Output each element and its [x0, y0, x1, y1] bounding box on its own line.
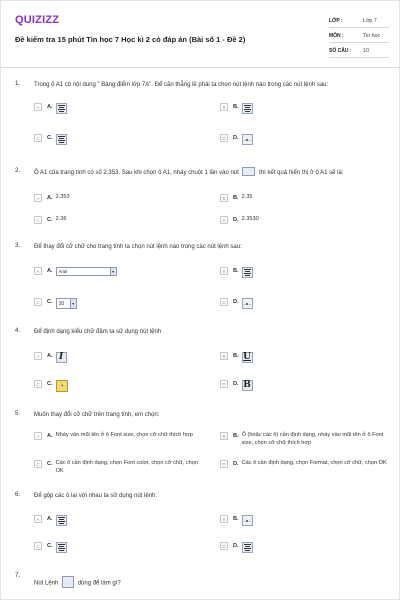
option-box[interactable]: B [220, 515, 228, 523]
option-box[interactable]: D [220, 134, 228, 142]
combo-value: Arial [58, 269, 67, 274]
font-size-combo [56, 298, 77, 309]
option-box[interactable]: D [220, 460, 228, 468]
option-letter: D. [233, 299, 239, 305]
meta-value: Tin học [363, 33, 381, 39]
option-text: Nháy vào mũi tên ở ô Font size, chọn cỡ chữ thích hợp [55, 432, 193, 438]
option-letter: D. [233, 381, 239, 387]
option-letter: A. [47, 195, 53, 201]
option-letter: C. [47, 543, 53, 549]
option-letter: A. [47, 516, 53, 522]
align-right-icon [56, 134, 67, 145]
question-text: Để thay đổi cỡ chữ cho trang tính ta chọn nút lệnh nào trong các nút lệnh sau: [34, 244, 242, 250]
option-box[interactable]: C [34, 298, 42, 306]
font-name-combo [56, 267, 117, 276]
option-box[interactable]: C [34, 542, 42, 550]
option-box[interactable]: D [220, 380, 228, 388]
header-divider [1, 67, 400, 68]
option-letter: B. [233, 268, 239, 274]
option-box[interactable]: A [34, 103, 42, 111]
meta-label: SỐ CÂU : [329, 48, 352, 54]
meta-label: MÔN : [329, 33, 344, 39]
bold-icon: B [243, 380, 251, 390]
option-box[interactable]: D [220, 216, 228, 224]
option-text: 2.353 [55, 194, 70, 200]
option-text: 2.35 [241, 194, 253, 200]
option-text: Các ô cần định dạng, chọn Format, chọn cỡ chữ, chọn OK [241, 460, 387, 466]
question-text: Để gộp các ô lại với nhau ta sử dụng nút lệnh: [34, 493, 158, 499]
sort-icon [62, 576, 74, 588]
option-b[interactable] [220, 515, 253, 526]
option-b[interactable] [220, 352, 253, 363]
meta-panel [329, 15, 389, 60]
question-number: 6. [15, 492, 21, 498]
option-letter: D. [233, 217, 239, 223]
option-box[interactable]: A [34, 432, 42, 440]
align-right-icon [242, 542, 253, 553]
chevron-down-icon: ▾ [70, 299, 76, 308]
option-b[interactable] [220, 194, 252, 202]
chevron-down-icon: ▾ [110, 268, 116, 275]
meta-row-class [329, 15, 389, 28]
option-b[interactable] [220, 432, 395, 447]
option-letter: C. [47, 381, 53, 387]
option-a[interactable] [34, 352, 67, 363]
option-letter: C. [47, 135, 53, 141]
option-letter: D. [233, 461, 239, 467]
option-box[interactable]: C [34, 380, 42, 388]
option-c[interactable] [34, 134, 67, 145]
option-letter: B. [233, 104, 239, 110]
question-text: Muốn thay đổi cỡ chữ trên trang tính, em chọn: [34, 412, 160, 418]
align-center-icon [56, 542, 67, 553]
question-text-after: thì kết quả hiển thị ở ô A1 sẽ là: [259, 170, 344, 177]
option-letter: B. [233, 195, 239, 201]
option-box[interactable]: B [220, 352, 228, 360]
question-text [34, 577, 390, 589]
option-a[interactable] [34, 432, 204, 440]
option-text: Các ô cần định dạng, chọn Font color, chọn cỡ chữ, chọn OK [55, 460, 198, 474]
option-letter: C. [47, 217, 53, 223]
option-box[interactable]: B [220, 267, 228, 275]
option-letter: A. [47, 104, 53, 110]
option-letter: D. [233, 135, 239, 141]
option-a[interactable] [34, 194, 70, 202]
option-box[interactable]: A [34, 194, 42, 202]
align-left-icon [56, 515, 67, 526]
option-text: 2.36 [55, 216, 67, 222]
option-c[interactable] [34, 298, 77, 309]
option-box[interactable]: C [34, 460, 42, 468]
align-center-icon [242, 103, 253, 114]
option-d[interactable] [220, 380, 253, 391]
merge-center-icon: →a← [242, 515, 253, 526]
question-text: Để định dạng kiểu chữ đậm ta sử dụng nút lệnh [34, 329, 162, 335]
option-d[interactable] [220, 298, 253, 309]
option-box[interactable]: A [34, 267, 42, 275]
option-c[interactable] [34, 216, 66, 224]
option-a[interactable] [34, 515, 67, 526]
question-number: 4. [15, 328, 21, 334]
option-box[interactable]: C [34, 216, 42, 224]
quizizz-logo: QUIZIZZ [15, 14, 60, 26]
meta-row-count [329, 45, 389, 58]
option-d[interactable] [220, 460, 395, 468]
question-number: 1. [15, 81, 21, 87]
option-d[interactable] [220, 216, 259, 224]
option-letter: D. [233, 543, 239, 549]
question-text-before: Nút Lệnh [34, 580, 59, 587]
option-box[interactable]: D [220, 298, 228, 306]
option-letter: B. [233, 353, 239, 359]
question-text-after: dùng để làm gì? [77, 580, 121, 587]
question-text: Trong ô A1 có nội dung " Bảng điểm lớp 7A". Để căn thẳng lề phải ta chọn nút lệnh nào trong các nút lệnh sau: [34, 82, 329, 88]
decrease-decimal-icon [242, 167, 255, 176]
option-box[interactable]: B [220, 432, 228, 440]
question-number: 3. [15, 243, 21, 249]
question-number: 2. [15, 168, 21, 174]
meta-value: 10 [363, 48, 369, 54]
page-title: Đề kiểm tra 15 phút Tin học 7 Học kì 2 có đáp án (Bài số 1 - Đề 2) [15, 35, 246, 44]
question-text-before: Ô A1 của trang tính có số 2.353. Sau khi chọn ô A1, nháy chuột 1 lần vào nút [34, 170, 239, 177]
option-box[interactable]: A [34, 515, 42, 523]
option-text: Ô (hoặc các ô) cần định dạng, nháy vào mũi tên ở ô Font size, chọn cỡ chữ thích hợp [241, 432, 384, 446]
option-text: 2.3530 [241, 216, 259, 222]
merge-center-icon: →a← [242, 298, 253, 309]
align-center-icon [242, 267, 253, 278]
question-text [34, 168, 390, 178]
question-number: 7. [15, 573, 21, 579]
meta-value: Lớp 7 [363, 18, 377, 24]
option-c[interactable] [34, 460, 204, 475]
option-letter: C. [47, 299, 53, 305]
option-box[interactable]: B [220, 194, 228, 202]
option-box[interactable]: D [220, 542, 228, 550]
option-box[interactable]: C [34, 134, 42, 142]
option-b[interactable] [220, 267, 253, 278]
italic-icon: I [56, 352, 67, 363]
merge-center-icon: →a← [242, 134, 253, 145]
meta-row-subject [329, 30, 389, 43]
option-box[interactable]: A [34, 352, 42, 360]
option-c[interactable] [34, 380, 68, 392]
option-c[interactable] [34, 542, 67, 553]
option-a[interactable] [34, 267, 117, 276]
option-d[interactable] [220, 134, 253, 145]
option-b[interactable] [220, 103, 253, 114]
option-letter: A. [47, 353, 53, 359]
option-letter: B. [233, 433, 239, 439]
combo-value: 10 [58, 300, 65, 307]
option-a[interactable] [34, 103, 67, 114]
meta-label: LỚP : [329, 18, 343, 24]
option-letter: A. [47, 268, 53, 274]
option-box[interactable]: B [220, 103, 228, 111]
align-left-icon [56, 103, 67, 114]
option-d[interactable] [220, 542, 253, 553]
question-number: 5. [15, 411, 21, 417]
option-letter: C. [47, 461, 53, 467]
option-letter: B. [233, 516, 239, 522]
underline-icon: U [243, 352, 252, 362]
option-letter: A. [47, 433, 53, 439]
format-painter-icon: ◔ [56, 380, 68, 392]
